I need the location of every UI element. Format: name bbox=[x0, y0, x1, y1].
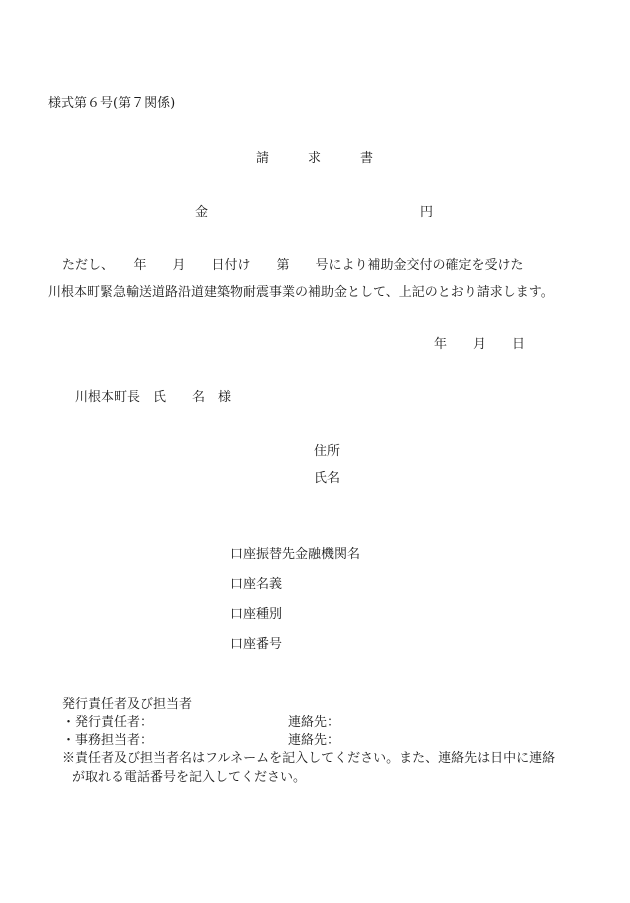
form-number: 様式第６号(第７関係) bbox=[48, 96, 176, 111]
amount-unit: 円 bbox=[420, 205, 434, 220]
addressee: 川根本町長 氏 名 様 bbox=[75, 390, 232, 405]
note-line-2: が取れる電話番号を記入してください。 bbox=[72, 770, 307, 785]
document-title: 請 求 書 bbox=[256, 151, 374, 166]
request-date: 年 月 日 bbox=[434, 337, 526, 352]
bank-account-number-label: 口座番号 bbox=[230, 637, 283, 652]
applicant-name-label: 氏名 bbox=[314, 471, 341, 486]
responsible-heading: 発行責任者及び担当者 bbox=[62, 697, 193, 712]
bank-account-holder-label: 口座名義 bbox=[230, 577, 283, 592]
amount-label: 金 bbox=[195, 205, 209, 220]
issuer-contact-label: 連絡先： bbox=[288, 715, 341, 730]
body-line-2: 川根本町緊急輸送道路沿道建築物耐震事業の補助金として、上記のとおり請求します。 bbox=[48, 285, 554, 300]
issuer-label: ・発行責任者： bbox=[62, 715, 154, 730]
bank-institution-label: 口座振替先金融機関名 bbox=[230, 547, 361, 562]
bank-account-type-label: 口座種別 bbox=[230, 607, 283, 622]
staff-label: ・事務担当者： bbox=[62, 733, 154, 748]
applicant-address-label: 住所 bbox=[314, 444, 341, 459]
body-line-1: ただし、 年 月 日付け 第 号により補助金交付の確定を受けた bbox=[62, 258, 524, 273]
note-line-1: ※責任者及び担当者名はフルネームを記入してください。また、連絡先は日中に連絡 bbox=[62, 751, 556, 766]
staff-contact-label: 連絡先： bbox=[288, 733, 341, 748]
